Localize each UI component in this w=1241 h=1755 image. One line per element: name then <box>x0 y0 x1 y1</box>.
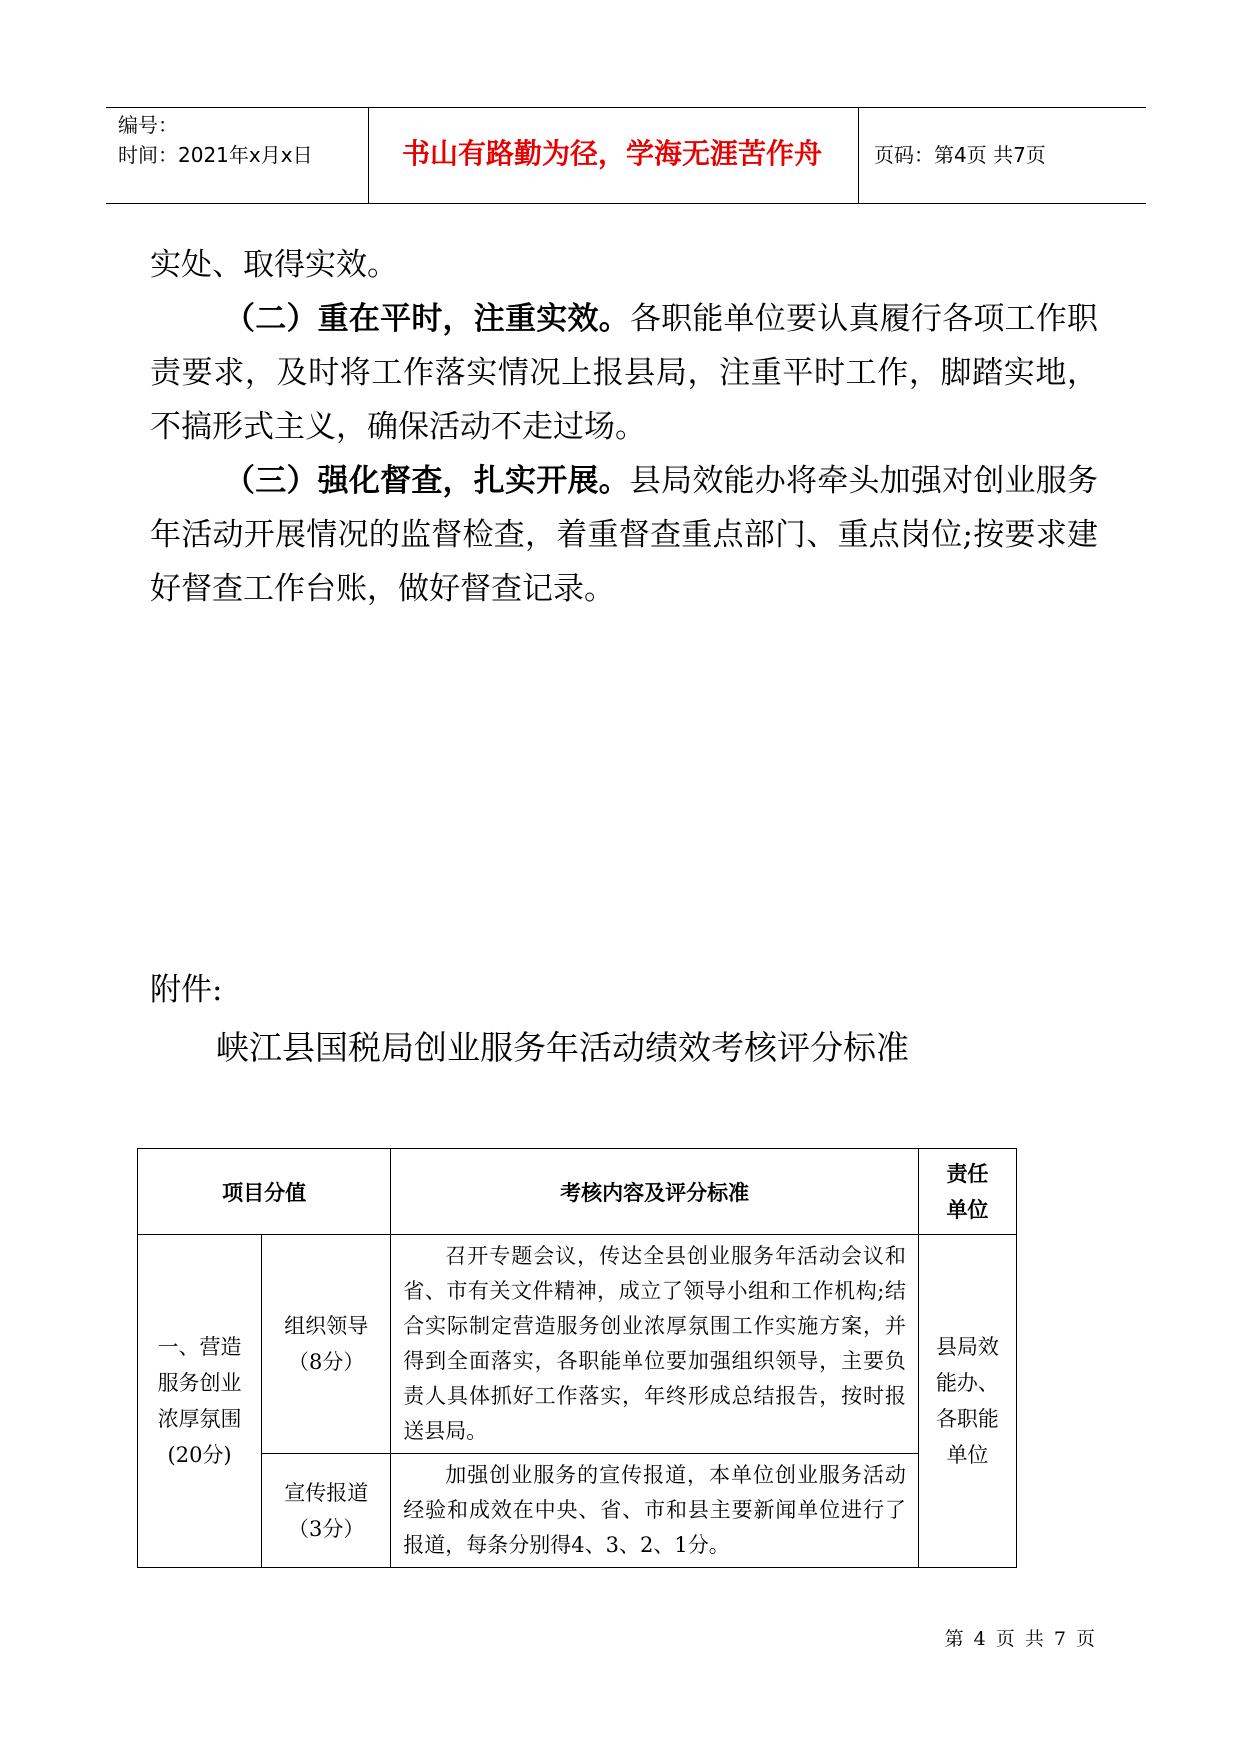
unit-cell: 县局效能办、各职能单位 <box>918 1235 1016 1568</box>
header-unit: 责任单位 <box>918 1149 1016 1235</box>
paragraph-continuation <box>150 238 1098 292</box>
time-label: 时间：2021年x月x日 <box>118 143 313 167</box>
paragraph-2-heading: （二）重在平时，注重实效。 <box>224 301 630 337</box>
content-cell <box>391 1454 919 1568</box>
scoring-table <box>137 1148 1017 1568</box>
annex-title: 峡江县国税局创业服务年活动绩效考核评分标准 <box>216 1028 909 1067</box>
paragraph-3 <box>150 454 1098 616</box>
header-slogan: 书山有路勤为径，学海无涯苦作舟 <box>401 137 822 170</box>
paragraph-2-text: 各职能单位要认真履行各项工作职责要求，及时将工作落实情况上报县局，注重平时工作，脚踏实地，不搞形式主义，确保活动不走过场。 <box>150 301 1099 445</box>
paragraph-1-text: 实处、取得实效。 <box>150 247 398 283</box>
header-content: 考核内容及评分标准 <box>391 1149 919 1235</box>
content-text: 召开专题会议，传达全县创业服务年活动会议和省、市有关文件精神，成立了领导小组和工作机构;结合实际制定营造服务创业浓厚氛围工作实施方案，并得到全面落实，各职能单位要加强组织领导，主要负责人具体抓好工作落实，年终形成总结报告，按时报送县局。 <box>403 1244 906 1443</box>
category-cell: 一、营造服务创业浓厚氛围(20分) <box>138 1235 262 1568</box>
number-label: 编号： <box>118 113 178 137</box>
document-header <box>106 107 1146 204</box>
content-text: 加强创业服务的宣传报道，本单位创业服务活动经验和成效在中央、省、市和县主要新闻单位进行了报道，每条分别得4、3、2、1分。 <box>403 1463 906 1557</box>
page-footer: 第 4 页 共 7 页 <box>944 1628 1097 1650</box>
item-cell: 组织领导（8分） <box>262 1235 391 1454</box>
table-row <box>138 1454 1017 1568</box>
header-item-score: 项目分值 <box>138 1149 391 1235</box>
paragraph-3-heading: （三）强化督查，扎实开展。 <box>224 463 630 499</box>
paragraph-2 <box>150 292 1098 454</box>
paragraph-3-text: 县局效能办将牵头加强对创业服务年活动开展情况的监督检查，着重督查重点部门、重点岗位;按要求建好督查工作台账，做好督查记录。 <box>150 463 1099 607</box>
table-header-row <box>138 1149 1017 1235</box>
annex-label: 附件: <box>150 972 223 1008</box>
header-page-label: 页码：第4页 共7页 <box>874 143 1046 167</box>
content-cell <box>391 1235 919 1454</box>
item-cell: 宣传报道（3分） <box>262 1454 391 1568</box>
table-row <box>138 1235 1017 1454</box>
header-divider-right <box>858 108 859 203</box>
